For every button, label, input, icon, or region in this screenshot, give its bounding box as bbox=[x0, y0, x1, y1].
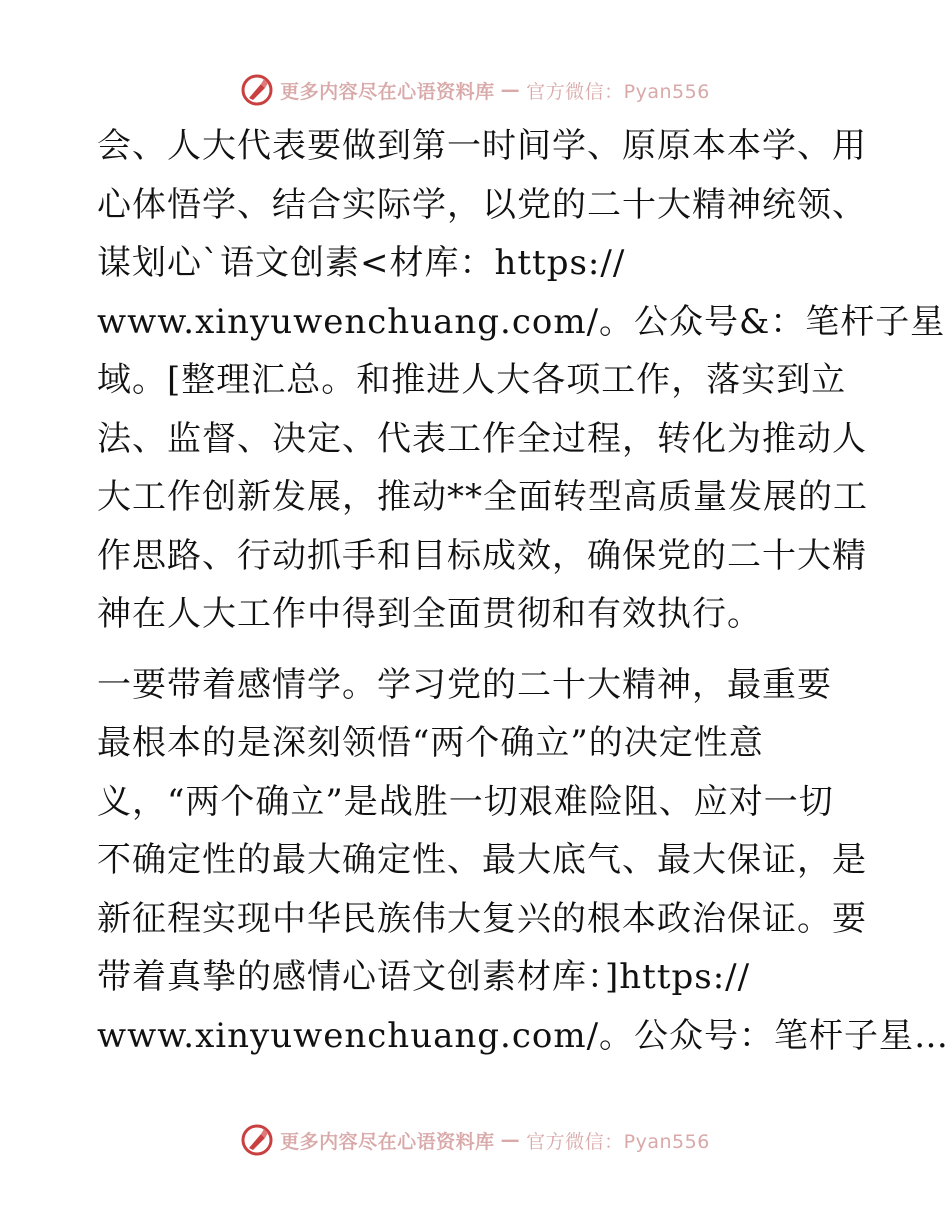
footer-dash: — bbox=[500, 1129, 521, 1151]
text-line: 义，“两个确立”是战胜一切艰难险阻、应对一切 bbox=[97, 781, 834, 822]
header-brand: 更多内容尽在心语资料库 bbox=[280, 80, 495, 103]
text-line: 神在人大工作中得到全面贯彻和有效执行。 bbox=[97, 594, 762, 634]
header-banner bbox=[0, 70, 950, 110]
paragraph-2 bbox=[97, 656, 950, 1066]
text-line: www.xinyuwenchuang.com/。公众号：笔杆子星… bbox=[97, 1015, 950, 1056]
pen-nib-circle-icon bbox=[240, 1123, 274, 1157]
text-line: 新征程实现中华民族伟大复兴的根本政治保证。要 bbox=[97, 898, 867, 939]
paragraph-1 bbox=[97, 117, 946, 644]
text-line: 法、监督、决定、代表工作全过程，转化为推动人 bbox=[97, 418, 867, 459]
pen-nib-circle-icon bbox=[240, 73, 274, 107]
text-line: 域。[整理汇总。和推进人大各项工作，落实到立 bbox=[97, 360, 847, 400]
text-line: www.xinyuwenchuang.com/。公众号&：笔杆子星 bbox=[97, 301, 946, 342]
footer-banner bbox=[0, 1120, 950, 1160]
header-dash: — bbox=[500, 79, 521, 101]
text-line: 大工作创新发展，推动**全面转型高质量发展的工 bbox=[97, 477, 868, 517]
text-line: 会、人大代表要做到第一时间学、原原本本学、用 bbox=[97, 126, 867, 166]
text-line: 作思路、行动抓手和目标成效，确保党的二十大精 bbox=[97, 535, 867, 576]
document-body bbox=[97, 117, 950, 1065]
text-line: 最根本的是深刻领悟“两个确立”的决定性意 bbox=[97, 723, 764, 763]
footer-brand: 更多内容尽在心语资料库 bbox=[280, 1130, 495, 1153]
text-line: 不确定性的最大确定性、最大底气、最大保证，是 bbox=[97, 840, 867, 880]
footer-contact: 官方微信：Pyan556 bbox=[526, 1130, 710, 1153]
text-line: 一要带着感情学。学习党的二十大精神，最重要 bbox=[97, 664, 832, 705]
text-line: 谋划心`语文创素<材库：https:// bbox=[97, 243, 626, 283]
text-line: 带着真挚的感情心语文创素材库：]https:// bbox=[97, 957, 751, 997]
text-line: 心体悟学、结合实际学，以党的二十大精神统领、 bbox=[97, 184, 867, 225]
header-contact: 官方微信：Pyan556 bbox=[526, 80, 710, 103]
